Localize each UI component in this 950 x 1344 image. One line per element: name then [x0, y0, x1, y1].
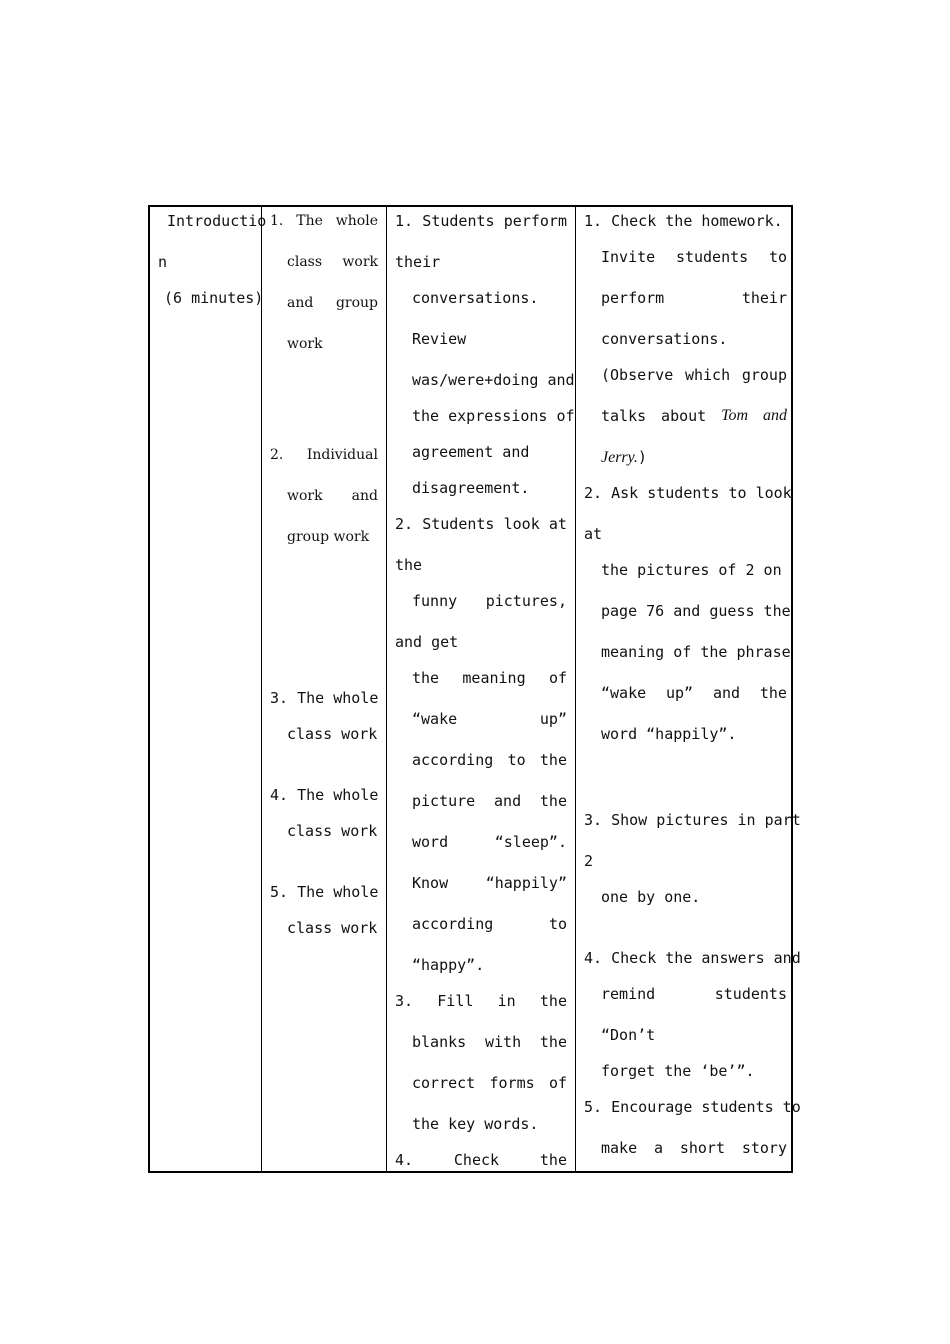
stage-duration: (6 minutes): [164, 289, 264, 307]
form-2-line3: group work: [287, 529, 370, 545]
teacher-1-line2: Invite students to: [601, 248, 787, 266]
stage-label-line1: Introductio: [167, 212, 267, 230]
student-3-line1: 3. Fill in the: [395, 992, 567, 1010]
form-2-line2: work and: [287, 488, 378, 504]
student-1-line1: 1. Students perform: [395, 212, 567, 230]
student-1-line3: conversations.: [412, 289, 539, 307]
teacher-2-line4: page 76 and guess the: [601, 602, 791, 620]
teacher-4-line4: forget the ‘be’”.: [601, 1062, 755, 1080]
teacher-3-line3: one by one.: [601, 888, 701, 906]
student-2-line12: “happy”.: [412, 956, 485, 974]
teacher-1-line7: Jerry.): [601, 448, 647, 466]
student-3-line2: blanks with the: [412, 1033, 567, 1051]
student-2-line2: the: [395, 556, 423, 574]
student-2-line3: funny pictures,: [412, 592, 567, 610]
student-3-line4: the key words.: [412, 1115, 539, 1133]
teacher-4-line1: 4. Check the answers and: [584, 949, 801, 967]
teacher-4-line2: remind students: [601, 985, 787, 1003]
form-1-line2: class work: [287, 254, 378, 270]
student-2-line4: and get: [395, 633, 459, 651]
stage-label-line2: n: [158, 253, 168, 271]
student-1-line6: the expressions of: [412, 407, 575, 425]
teacher-1-line3: perform their: [601, 289, 787, 307]
teacher-2-line5: meaning of the phrase: [601, 643, 791, 661]
students-column: [386, 207, 575, 1171]
teacher-5-line1: 5. Encourage students to: [584, 1098, 801, 1116]
student-1-line8: disagreement.: [412, 479, 530, 497]
teacher-2-line2: at: [584, 525, 603, 543]
student-2-line5: the meaning of: [412, 669, 567, 687]
teacher-5-line2: make a short story: [601, 1139, 787, 1157]
teacher-4-line3: “Don’t: [601, 1026, 656, 1044]
teacher-1-line4: conversations.: [601, 330, 728, 348]
teacher-1-line5: (Observe which group: [601, 366, 787, 384]
student-1-line5: was/were+doing and: [412, 371, 575, 389]
student-2-line11: according to: [412, 915, 567, 933]
student-1-line4: Review: [412, 330, 467, 348]
student-4-line1: 4. Check the: [395, 1151, 567, 1169]
teacher-2-line3: the pictures of 2 on: [601, 561, 782, 579]
form-1-line4: work: [287, 336, 323, 352]
student-2-line8: picture and the: [412, 792, 567, 810]
stage-column: [150, 207, 267, 1171]
teacher-3-line1: 3. Show pictures in part: [584, 811, 801, 829]
student-2-line7: according to the: [412, 751, 567, 769]
teacher-3-line2: 2: [584, 852, 594, 870]
form-3-line2: class work: [287, 725, 378, 743]
form-1-line3: and group: [287, 295, 378, 311]
teacher-column: [575, 207, 801, 1171]
teacher-1-line1: 1. Check the homework.: [584, 212, 783, 230]
form-2-line1: 2. Individual: [270, 447, 378, 463]
form-5-line1: 5. The whole: [270, 883, 379, 901]
form-5-line2: class work: [287, 919, 378, 937]
form-4-line1: 4. The whole: [270, 786, 379, 804]
form-4-line2: class work: [287, 822, 378, 840]
student-2-line9: word “sleep”.: [412, 833, 567, 851]
student-1-line2: their: [395, 253, 441, 271]
teacher-2-line1: 2. Ask students to look: [584, 484, 792, 502]
lesson-plan-table: [148, 205, 801, 1173]
student-2-line10: Know “happily”: [412, 874, 567, 892]
student-3-line3: correct forms of: [412, 1074, 567, 1092]
student-1-line7: agreement and: [412, 443, 530, 461]
forms-column: [261, 207, 386, 1171]
teacher-2-line7: word “happily”.: [601, 725, 737, 743]
form-3-line1: 3. The whole: [270, 689, 379, 707]
student-2-line6: “wake up”: [412, 710, 567, 728]
teacher-2-line6: “wake up” and the: [601, 684, 787, 702]
teacher-1-line6: talks about Tom and: [601, 407, 787, 425]
student-2-line1: 2. Students look at: [395, 515, 567, 533]
form-1-line1: 1. The whole: [270, 213, 378, 229]
